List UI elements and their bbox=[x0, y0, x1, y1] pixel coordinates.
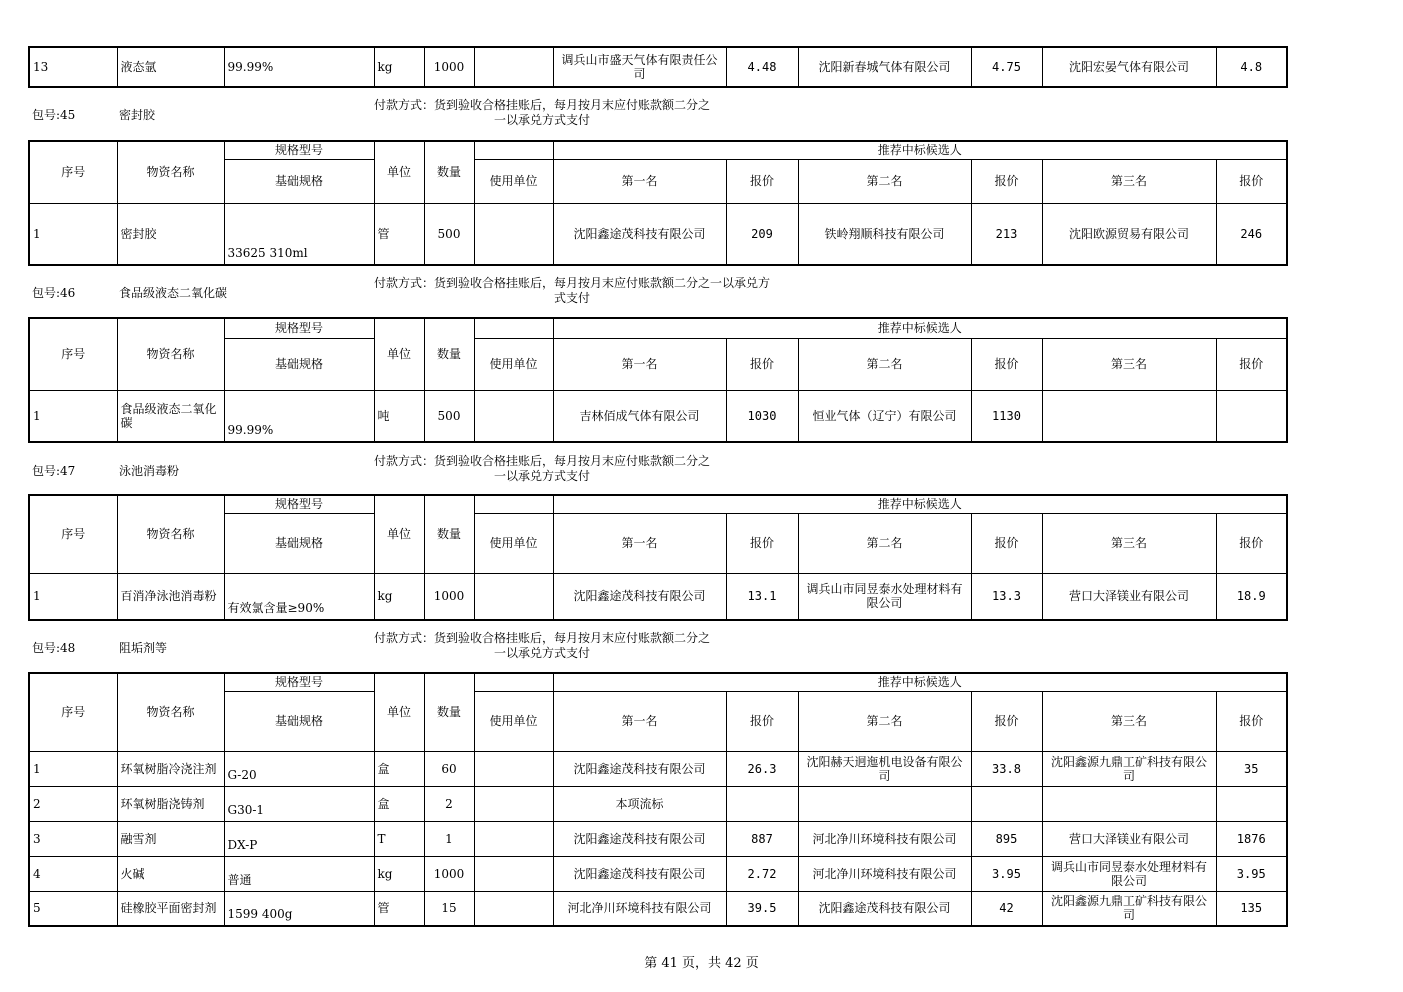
cell-name: 环氧树脂浇铸剂 bbox=[117, 786, 224, 821]
header-spec: 基础规格 bbox=[224, 159, 374, 203]
cell-unit: T bbox=[374, 821, 424, 856]
cell-second: 恒业气体（辽宁）有限公司 bbox=[798, 390, 971, 442]
cell-third: 沈阳鑫源九鼎工矿科技有限公司 bbox=[1042, 751, 1216, 786]
cell-user bbox=[474, 390, 553, 442]
cell-no: 5 bbox=[29, 891, 117, 926]
header-qty: 数量 bbox=[424, 495, 474, 573]
header-price: 报价 bbox=[726, 691, 798, 751]
header-name: 物资名称 bbox=[117, 318, 224, 390]
header-recommend: 推荐中标候选人 bbox=[553, 673, 1287, 691]
cell-first: 沈阳鑫途茂科技有限公司 bbox=[553, 573, 726, 620]
payment-terms bbox=[374, 631, 710, 661]
header-row bbox=[29, 141, 1287, 159]
header-price: 报价 bbox=[971, 513, 1042, 573]
payment-line: 付款方式：货到验收合格挂账后，每月按月末应付账款额二分之一以承兑方 bbox=[374, 276, 771, 290]
cell-first: 吉林佰成气体有限公司 bbox=[553, 390, 726, 442]
cell-spec: 1599 400g bbox=[224, 891, 374, 926]
cell-name: 液态氩 bbox=[117, 47, 224, 87]
cell-third: 沈阳鑫源九鼎工矿科技有限公司 bbox=[1042, 891, 1216, 926]
header-user: 使用单位 bbox=[474, 513, 553, 573]
payment-line: 付款方式：货到验收合格挂账后，每月按月末应付账款额二分之 bbox=[374, 454, 711, 468]
cell-third: 沈阳宏晏气体有限公司 bbox=[1042, 47, 1216, 87]
cell-qty: 1000 bbox=[424, 47, 474, 87]
package-table bbox=[28, 494, 1288, 621]
header-unit: 单位 bbox=[374, 495, 424, 573]
cell-unit: 管 bbox=[374, 891, 424, 926]
cell-spec: 99.99% bbox=[224, 47, 374, 87]
payment-line: 一以承兑方式支付 bbox=[494, 113, 591, 127]
header-second: 第二名 bbox=[798, 338, 971, 390]
cell-user bbox=[474, 203, 553, 265]
cell-spec: G30-1 bbox=[224, 786, 374, 821]
cell-user bbox=[474, 891, 553, 926]
package-name: 食品级液态二氧化碳 bbox=[119, 286, 228, 300]
header-unit: 单位 bbox=[374, 141, 424, 203]
cell-price3: 1876 bbox=[1216, 821, 1287, 856]
payment-terms bbox=[374, 276, 770, 306]
header-row bbox=[29, 318, 1287, 338]
header-qty: 数量 bbox=[424, 141, 474, 203]
cell-first: 沈阳鑫途茂科技有限公司 bbox=[553, 751, 726, 786]
cell-first: 调兵山市盛天气体有限责任公司 bbox=[553, 47, 726, 87]
cell-price1: 4.48 bbox=[726, 47, 798, 87]
header-recommend: 推荐中标候选人 bbox=[553, 495, 1287, 513]
cell-price2: 1130 bbox=[971, 390, 1042, 442]
payment-line: 付款方式：货到验收合格挂账后，每月按月末应付账款额二分之 bbox=[374, 98, 711, 112]
cell-no: 1 bbox=[29, 390, 117, 442]
header-blank bbox=[474, 495, 553, 513]
header-row bbox=[29, 673, 1287, 691]
header-spec: 基础规格 bbox=[224, 338, 374, 390]
cell-unit: 盒 bbox=[374, 786, 424, 821]
package-label: 包号:45 bbox=[32, 108, 76, 122]
cell-unit: 管 bbox=[374, 203, 424, 265]
header-unit: 单位 bbox=[374, 673, 424, 751]
table-row bbox=[29, 751, 1287, 786]
cell-price2: 33.8 bbox=[971, 751, 1042, 786]
page-footer: 第 41 页，共 42 页 bbox=[644, 956, 759, 971]
header-spec-group: 规格型号 bbox=[224, 495, 374, 513]
header-recommend: 推荐中标候选人 bbox=[553, 141, 1287, 159]
cell-user bbox=[474, 856, 553, 891]
cell-price1 bbox=[726, 786, 798, 821]
cell-price3: 4.8 bbox=[1216, 47, 1287, 87]
cell-no: 1 bbox=[29, 751, 117, 786]
header-first: 第一名 bbox=[553, 159, 726, 203]
payment-terms bbox=[374, 454, 710, 484]
cell-second: 沈阳鑫途茂科技有限公司 bbox=[798, 891, 971, 926]
cell-second: 调兵山市同昱泰水处理材料有限公司 bbox=[798, 573, 971, 620]
cell-qty: 60 bbox=[424, 751, 474, 786]
header-first: 第一名 bbox=[553, 513, 726, 573]
header-no: 序号 bbox=[29, 673, 117, 751]
cell-third: 沈阳欧源贸易有限公司 bbox=[1042, 203, 1216, 265]
cell-second: 沈阳新春城气体有限公司 bbox=[798, 47, 971, 87]
header-price: 报价 bbox=[971, 159, 1042, 203]
cell-spec: DX-P bbox=[224, 821, 374, 856]
cell-user bbox=[474, 786, 553, 821]
cell-no: 4 bbox=[29, 856, 117, 891]
cell-third bbox=[1042, 786, 1216, 821]
header-price: 报价 bbox=[726, 513, 798, 573]
header-spec-group: 规格型号 bbox=[224, 673, 374, 691]
cell-price2: 4.75 bbox=[971, 47, 1042, 87]
cell-second: 河北净川环境科技有限公司 bbox=[798, 856, 971, 891]
cell-price1: 1030 bbox=[726, 390, 798, 442]
cell-unit: 盒 bbox=[374, 751, 424, 786]
header-row bbox=[29, 495, 1287, 513]
cell-name: 密封胶 bbox=[117, 203, 224, 265]
header-third: 第三名 bbox=[1042, 159, 1216, 203]
cell-name: 火碱 bbox=[117, 856, 224, 891]
cell-spec: 33625 310ml bbox=[224, 203, 374, 265]
header-blank bbox=[474, 673, 553, 691]
table-row bbox=[29, 856, 1287, 891]
header-user: 使用单位 bbox=[474, 691, 553, 751]
package-label: 包号:48 bbox=[32, 641, 76, 655]
package-label: 包号:47 bbox=[32, 464, 76, 478]
cell-second bbox=[798, 786, 971, 821]
cell-qty: 1000 bbox=[424, 856, 474, 891]
header-second: 第二名 bbox=[798, 513, 971, 573]
header-third: 第三名 bbox=[1042, 513, 1216, 573]
header-no: 序号 bbox=[29, 318, 117, 390]
header-spec-group: 规格型号 bbox=[224, 141, 374, 159]
cell-no: 1 bbox=[29, 203, 117, 265]
header-spec: 基础规格 bbox=[224, 691, 374, 751]
header-spec: 基础规格 bbox=[224, 513, 374, 573]
cell-price3: 18.9 bbox=[1216, 573, 1287, 620]
cell-qty: 15 bbox=[424, 891, 474, 926]
cell-third: 营口大泽镁业有限公司 bbox=[1042, 821, 1216, 856]
header-unit: 单位 bbox=[374, 318, 424, 390]
cell-qty: 2 bbox=[424, 786, 474, 821]
header-second: 第二名 bbox=[798, 691, 971, 751]
header-third: 第三名 bbox=[1042, 338, 1216, 390]
cell-no: 2 bbox=[29, 786, 117, 821]
cell-user bbox=[474, 47, 553, 87]
cell-name: 食品级液态二氧化碳 bbox=[117, 390, 224, 442]
payment-line: 一以承兑方式支付 bbox=[494, 469, 591, 483]
package-name: 密封胶 bbox=[119, 108, 156, 122]
cell-name: 融雪剂 bbox=[117, 821, 224, 856]
cell-price1: 887 bbox=[726, 821, 798, 856]
cell-name: 环氧树脂冷浇注剂 bbox=[117, 751, 224, 786]
header-blank bbox=[474, 318, 553, 338]
cell-second: 沈阳赫天迥迤机电设备有限公司 bbox=[798, 751, 971, 786]
cell-price3 bbox=[1216, 390, 1287, 442]
cell-first: 沈阳鑫途茂科技有限公司 bbox=[553, 856, 726, 891]
cell-price2: 13.3 bbox=[971, 573, 1042, 620]
cell-price1: 209 bbox=[726, 203, 798, 265]
header-user: 使用单位 bbox=[474, 338, 553, 390]
cell-price1: 13.1 bbox=[726, 573, 798, 620]
cell-first: 沈阳鑫途茂科技有限公司 bbox=[553, 821, 726, 856]
cell-unit: kg bbox=[374, 856, 424, 891]
package-table bbox=[28, 140, 1288, 266]
header-recommend: 推荐中标候选人 bbox=[553, 318, 1287, 338]
cell-spec: 有效氯含量≥90% bbox=[224, 573, 374, 620]
cell-qty: 1000 bbox=[424, 573, 474, 620]
cell-third bbox=[1042, 390, 1216, 442]
cell-first: 沈阳鑫途茂科技有限公司 bbox=[553, 203, 726, 265]
cell-qty: 1 bbox=[424, 821, 474, 856]
table-row bbox=[29, 390, 1287, 442]
cell-third: 营口大泽镁业有限公司 bbox=[1042, 573, 1216, 620]
payment-line: 一以承兑方式支付 bbox=[494, 646, 591, 660]
cell-spec: G-20 bbox=[224, 751, 374, 786]
cell-spec: 普通 bbox=[224, 856, 374, 891]
header-first: 第一名 bbox=[553, 691, 726, 751]
cell-second: 铁岭翔顺科技有限公司 bbox=[798, 203, 971, 265]
package-name: 阻垢剂等 bbox=[119, 641, 168, 655]
cell-price2 bbox=[971, 786, 1042, 821]
cell-price2: 213 bbox=[971, 203, 1042, 265]
table-row bbox=[29, 821, 1287, 856]
header-price: 报价 bbox=[726, 159, 798, 203]
cell-price1: 2.72 bbox=[726, 856, 798, 891]
cell-price3: 135 bbox=[1216, 891, 1287, 926]
cell-no: 1 bbox=[29, 573, 117, 620]
header-third: 第三名 bbox=[1042, 691, 1216, 751]
cell-unit: 吨 bbox=[374, 390, 424, 442]
header-qty: 数量 bbox=[424, 673, 474, 751]
cell-first: 河北净川环境科技有限公司 bbox=[553, 891, 726, 926]
cell-no: 3 bbox=[29, 821, 117, 856]
header-name: 物资名称 bbox=[117, 141, 224, 203]
header-no: 序号 bbox=[29, 495, 117, 573]
cell-price3: 246 bbox=[1216, 203, 1287, 265]
header-price: 报价 bbox=[971, 338, 1042, 390]
table-row bbox=[29, 573, 1287, 620]
cell-first: 本项流标 bbox=[553, 786, 726, 821]
cell-no: 13 bbox=[29, 47, 117, 87]
package-label: 包号:46 bbox=[32, 286, 76, 300]
cell-qty: 500 bbox=[424, 390, 474, 442]
cell-unit: kg bbox=[374, 47, 424, 87]
cell-price2: 42 bbox=[971, 891, 1042, 926]
package-table bbox=[28, 672, 1288, 927]
cell-user bbox=[474, 573, 553, 620]
header-blank bbox=[474, 141, 553, 159]
payment-line: 付款方式：货到验收合格挂账后，每月按月末应付账款额二分之 bbox=[374, 631, 711, 645]
cell-price3: 35 bbox=[1216, 751, 1287, 786]
table-row bbox=[29, 47, 1287, 87]
cell-name: 硅橡胶平面密封剂 bbox=[117, 891, 224, 926]
header-qty: 数量 bbox=[424, 318, 474, 390]
header-no: 序号 bbox=[29, 141, 117, 203]
header-second: 第二名 bbox=[798, 159, 971, 203]
cell-user bbox=[474, 821, 553, 856]
cell-qty: 500 bbox=[424, 203, 474, 265]
cell-spec: 99.99% bbox=[224, 390, 374, 442]
header-spec-group: 规格型号 bbox=[224, 318, 374, 338]
header-price: 报价 bbox=[726, 338, 798, 390]
package-name: 泳池消毒粉 bbox=[119, 464, 180, 478]
header-name: 物资名称 bbox=[117, 495, 224, 573]
cell-name: 百消净泳池消毒粉 bbox=[117, 573, 224, 620]
header-user: 使用单位 bbox=[474, 159, 553, 203]
cell-price3 bbox=[1216, 786, 1287, 821]
cell-price3: 3.95 bbox=[1216, 856, 1287, 891]
cell-user bbox=[474, 751, 553, 786]
header-name: 物资名称 bbox=[117, 673, 224, 751]
payment-line: 式支付 bbox=[554, 291, 591, 305]
header-price: 报价 bbox=[1216, 513, 1287, 573]
top-table bbox=[28, 46, 1288, 88]
package-table bbox=[28, 317, 1288, 443]
cell-price1: 39.5 bbox=[726, 891, 798, 926]
cell-price1: 26.3 bbox=[726, 751, 798, 786]
cell-unit: kg bbox=[374, 573, 424, 620]
header-price: 报价 bbox=[1216, 691, 1287, 751]
header-price: 报价 bbox=[1216, 338, 1287, 390]
cell-second: 河北净川环境科技有限公司 bbox=[798, 821, 971, 856]
cell-third: 调兵山市同昱泰水处理材料有限公司 bbox=[1042, 856, 1216, 891]
header-price: 报价 bbox=[971, 691, 1042, 751]
cell-price2: 3.95 bbox=[971, 856, 1042, 891]
table-row bbox=[29, 203, 1287, 265]
table-row bbox=[29, 786, 1287, 821]
header-price: 报价 bbox=[1216, 159, 1287, 203]
table-row bbox=[29, 891, 1287, 926]
header-first: 第一名 bbox=[553, 338, 726, 390]
payment-terms bbox=[374, 98, 710, 128]
cell-price2: 895 bbox=[971, 821, 1042, 856]
